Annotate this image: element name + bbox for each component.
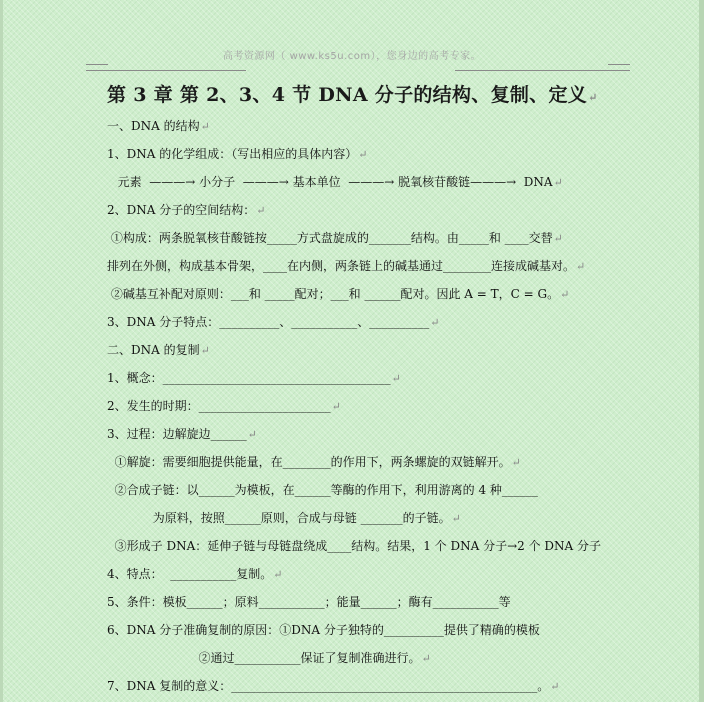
paragraph-mark-icon: ↵ xyxy=(553,176,563,189)
doc-line: 2、DNA 分子的空间结构：↵ xyxy=(107,203,266,217)
paragraph-mark-icon: ↵ xyxy=(550,680,560,693)
header-rule-tick-right xyxy=(608,64,630,65)
title-text: 第 3 章 第 2、3、4 节 DNA 分子的结构、复制、定义 xyxy=(107,84,588,106)
paragraph-mark-icon: ↵ xyxy=(511,456,521,469)
page-header: 高考资源网（ www.ks5u.com），您身边的高考专家。 xyxy=(222,51,482,62)
paragraph-mark-icon: ↵ xyxy=(358,148,368,161)
doc-line: 为原料，按照______原则，合成与母链 _______的子链。↵ xyxy=(107,511,461,525)
header-rule-left xyxy=(86,70,246,71)
paragraph-mark-icon: ↵ xyxy=(560,288,570,301)
paragraph-mark-icon: ↵ xyxy=(200,344,210,357)
doc-line: 2、发生的时期：______________________↵ xyxy=(107,399,341,413)
paragraph-mark-icon: ↵ xyxy=(576,260,586,273)
paragraph-mark-icon: ↵ xyxy=(200,120,210,133)
paragraph-mark-icon: ↵ xyxy=(331,400,341,413)
page-edge-right xyxy=(699,0,704,702)
doc-line: ①解旋：需要细胞提供能量，在________的作用下，两条螺旋的双链解开。↵ xyxy=(107,455,521,469)
doc-line: 元素 ———→ 小分子 ———→ 基本单位 ———→ 脱氧核苷酸链———→ DNA↵ xyxy=(110,175,563,189)
doc-line: ②碱基互补配对原则：___和 _____配对；___和 ______配对。因此 A = T，C = G。↵ xyxy=(107,287,570,301)
doc-line: 一、DNA 的结构↵ xyxy=(107,119,210,133)
doc-line: 排列在外侧，构成基本骨架，____在内侧，两条链上的碱基通过________连接成碱基对。↵ xyxy=(107,259,586,273)
doc-line: ②通过___________保证了复制准确进行。↵ xyxy=(107,651,431,665)
doc-line: 1、概念：______________________________________↵ xyxy=(107,371,401,385)
doc-line: 6、DNA 分子准确复制的原因：①DNA 分子独特的__________提供了精确的模板 xyxy=(107,623,540,637)
header-rule-right xyxy=(455,70,630,71)
paragraph-mark-icon: ↵ xyxy=(247,428,257,441)
doc-line: 3、过程：边解旋边______↵ xyxy=(107,427,257,441)
header-rule-tick-left xyxy=(86,64,108,65)
doc-line: ①构成：两条脱氧核苷酸链按_____方式盘旋成的_______结构。由_____和 ____交替↵ xyxy=(107,231,563,245)
doc-line: 4、特点： ___________复制。↵ xyxy=(107,567,283,581)
paragraph-mark-icon: ↵ xyxy=(451,512,461,525)
paragraph-mark-icon: ↵ xyxy=(553,232,563,245)
doc-line: 二、DNA 的复制↵ xyxy=(107,343,210,357)
paragraph-mark-icon: ↵ xyxy=(588,91,598,104)
paragraph-mark-icon: ↵ xyxy=(273,568,283,581)
doc-line: 3、DNA 分子特点：__________、___________、__________↵ xyxy=(107,315,440,329)
paragraph-mark-icon: ↵ xyxy=(430,316,440,329)
paragraph-mark-icon: ↵ xyxy=(421,652,431,665)
doc-line: ③形成子 DNA：延伸子链与母链盘绕成____结构。结果，1 个 DNA 分子→2 个 DNA 分子 xyxy=(107,539,602,553)
doc-line: 7、DNA 复制的意义：___________________________________________________。↵ xyxy=(107,679,560,693)
doc-line: 5、条件：模板______；原料___________；能量______；酶有___________等 xyxy=(107,595,511,609)
doc-line: ②合成子链：以______为模板，在______等酶的作用下，利用游离的 4 种______ xyxy=(107,483,538,497)
paragraph-mark-icon: ↵ xyxy=(256,204,266,217)
doc-line: 1、DNA 的化学组成：（写出相应的具体内容）↵ xyxy=(107,147,368,161)
paragraph-mark-icon: ↵ xyxy=(391,372,401,385)
page-edge-left xyxy=(0,0,3,702)
document-title xyxy=(107,80,598,107)
